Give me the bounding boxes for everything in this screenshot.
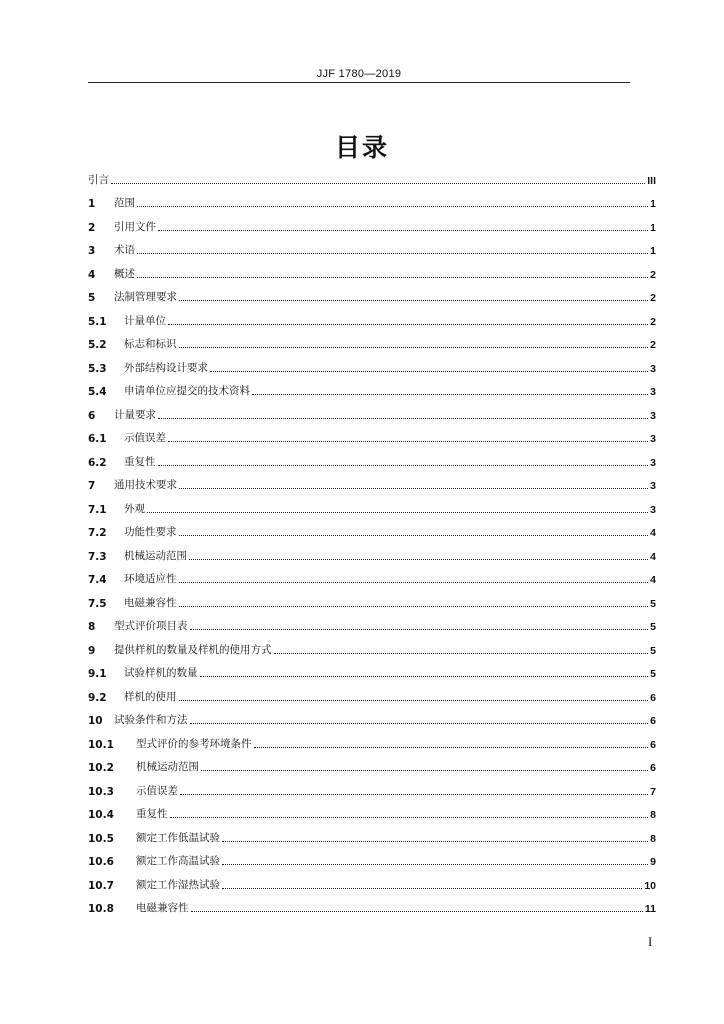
toc-entry[interactable] bbox=[88, 257, 656, 281]
toc-entry-page: III bbox=[647, 174, 656, 187]
toc-entry-page: 6 bbox=[650, 762, 656, 774]
page-title: 目录 bbox=[334, 133, 389, 162]
toc-entry-number: 10.1 bbox=[88, 738, 114, 751]
toc-entry-number: 10.7 bbox=[88, 879, 114, 892]
toc-entry-label: 额定工作湿热试验 bbox=[136, 878, 220, 891]
toc-entry-page: 10 bbox=[644, 879, 656, 892]
dot-leader bbox=[170, 817, 649, 818]
dot-leader bbox=[147, 512, 648, 513]
toc-entry-label: 电磁兼容性 bbox=[136, 902, 189, 914]
toc-entry-label: 额定工作低温试验 bbox=[136, 831, 220, 844]
toc-entry-number: 10.6 bbox=[88, 856, 114, 868]
toc-entry[interactable] bbox=[88, 563, 656, 587]
toc-entry[interactable] bbox=[88, 727, 656, 751]
toc-entry-number: 5.3 bbox=[88, 362, 107, 375]
dot-leader bbox=[200, 676, 649, 677]
toc-entry[interactable] bbox=[88, 774, 656, 798]
toc-entry-label: 样机的使用 bbox=[124, 690, 177, 703]
toc-entry-label: 机械运动范围 bbox=[136, 761, 199, 773]
toc-entry-page: 5 bbox=[650, 644, 656, 657]
dot-leader bbox=[191, 911, 643, 912]
toc-entry-label: 环境适应性 bbox=[124, 573, 177, 585]
toc-entry-label: 重复性 bbox=[136, 808, 168, 820]
dot-leader bbox=[201, 770, 648, 771]
toc-entry-page: 3 bbox=[650, 503, 656, 516]
toc-entry-number: 10.5 bbox=[88, 832, 114, 845]
dot-leader bbox=[222, 841, 648, 842]
toc-entry-label: 型式评价项目表 bbox=[114, 620, 188, 632]
toc-entry[interactable] bbox=[88, 304, 656, 328]
toc-entry-label: 申请单位应提交的技术资料 bbox=[124, 385, 250, 397]
toc-entry[interactable] bbox=[88, 375, 656, 399]
toc-entry-number: 10.8 bbox=[88, 903, 114, 915]
toc-entry-number: 7 bbox=[88, 480, 96, 492]
toc-entry-page: 1 bbox=[650, 245, 656, 257]
toc-entry[interactable] bbox=[88, 469, 656, 493]
toc-entry-label: 提供样机的数量及样机的使用方式 bbox=[114, 643, 272, 656]
toc-entry-label: 示值误差 bbox=[136, 784, 178, 797]
toc-entry[interactable] bbox=[88, 351, 656, 375]
toc-entry-number: 7.2 bbox=[88, 527, 107, 539]
dot-leader bbox=[222, 864, 648, 865]
toc-entry-label: 试验条件和方法 bbox=[114, 714, 188, 726]
toc-entry-page: 1 bbox=[650, 198, 656, 210]
toc-entry-number: 5.2 bbox=[88, 339, 107, 351]
dot-leader bbox=[179, 582, 649, 583]
toc-entry[interactable] bbox=[88, 845, 656, 869]
toc-entry-label: 引言 bbox=[88, 173, 109, 186]
toc-entry-label: 引用文件 bbox=[114, 220, 156, 233]
toc-entry-label: 重复性 bbox=[124, 455, 156, 468]
toc-entry-page: 4 bbox=[650, 574, 656, 586]
table-of-contents bbox=[88, 163, 656, 915]
toc-entry-page: 6 bbox=[650, 691, 656, 704]
toc-entry-label: 计量单位 bbox=[124, 314, 166, 327]
toc-entry-page: 3 bbox=[650, 362, 656, 375]
toc-entry-page: 3 bbox=[650, 409, 656, 422]
dot-leader bbox=[168, 441, 648, 442]
toc-entry-label: 法制管理要求 bbox=[114, 291, 177, 303]
toc-entry-number: 6.1 bbox=[88, 433, 107, 445]
dot-leader bbox=[179, 347, 649, 348]
toc-entry-number: 1 bbox=[88, 198, 96, 210]
toc-entry-page: 2 bbox=[650, 292, 656, 304]
toc-entry[interactable] bbox=[88, 539, 656, 563]
toc-entry-page: 7 bbox=[650, 785, 656, 798]
dot-leader bbox=[111, 183, 645, 184]
toc-entry[interactable] bbox=[88, 516, 656, 540]
toc-entry-page: 2 bbox=[650, 339, 656, 351]
toc-entry-page: 6 bbox=[650, 715, 656, 727]
toc-entry-number: 5.1 bbox=[88, 315, 107, 328]
toc-entry[interactable] bbox=[88, 657, 656, 681]
toc-entry-number: 4 bbox=[88, 268, 96, 281]
toc-entry-number: 2 bbox=[88, 221, 96, 234]
toc-entry[interactable] bbox=[88, 821, 656, 845]
toc-entry-page: 11 bbox=[644, 903, 656, 915]
dot-leader bbox=[158, 465, 649, 466]
toc-entry-number: 9.1 bbox=[88, 668, 107, 680]
toc-entry-number: 8 bbox=[88, 621, 96, 633]
dot-leader bbox=[137, 277, 648, 278]
toc-entry-label: 型式评价的参考环境条件 bbox=[136, 737, 252, 750]
dot-leader bbox=[210, 371, 648, 372]
toc-entry[interactable] bbox=[88, 610, 656, 634]
toc-entry-page: 2 bbox=[650, 268, 656, 281]
dot-leader bbox=[254, 747, 649, 748]
running-header: JJF 1780—2019 bbox=[316, 68, 402, 80]
header-divider bbox=[88, 82, 630, 83]
toc-entry[interactable] bbox=[88, 445, 656, 469]
dot-leader bbox=[179, 535, 649, 536]
dot-leader bbox=[189, 559, 648, 560]
toc-entry-number: 7.3 bbox=[88, 550, 107, 563]
dot-leader bbox=[158, 230, 648, 231]
toc-entry[interactable] bbox=[88, 210, 656, 234]
dot-leader bbox=[158, 418, 648, 419]
toc-entry-number: 9.2 bbox=[88, 691, 107, 704]
toc-entry-label: 外部结构设计要求 bbox=[124, 361, 208, 374]
toc-entry[interactable] bbox=[88, 892, 656, 916]
toc-entry-number: 10 bbox=[88, 715, 103, 727]
toc-entry-page: 8 bbox=[650, 809, 656, 821]
toc-entry-number: 10.3 bbox=[88, 785, 114, 798]
toc-entry-page: 6 bbox=[650, 738, 656, 751]
toc-entry-label: 试验样机的数量 bbox=[124, 667, 198, 679]
toc-entry[interactable] bbox=[88, 234, 656, 258]
dot-leader bbox=[137, 253, 648, 254]
toc-entry[interactable] bbox=[88, 281, 656, 305]
toc-entry-page: 4 bbox=[650, 527, 656, 539]
dot-leader bbox=[179, 488, 648, 489]
toc-entry-page: 8 bbox=[650, 832, 656, 845]
toc-entry[interactable] bbox=[88, 680, 656, 704]
toc-entry[interactable] bbox=[88, 868, 656, 892]
toc-entry-number: 10.2 bbox=[88, 762, 114, 774]
toc-entry[interactable] bbox=[88, 398, 656, 422]
toc-entry-number: 7.1 bbox=[88, 503, 107, 516]
toc-entry[interactable] bbox=[88, 422, 656, 446]
toc-entry-number: 10.4 bbox=[88, 809, 114, 821]
toc-entry[interactable] bbox=[88, 751, 656, 775]
dot-leader bbox=[252, 394, 648, 395]
toc-entry-page: 5 bbox=[650, 621, 656, 633]
dot-leader bbox=[179, 700, 649, 701]
dot-leader bbox=[168, 324, 648, 325]
dot-leader bbox=[190, 723, 649, 724]
toc-entry-label: 机械运动范围 bbox=[124, 549, 187, 562]
dot-leader bbox=[222, 888, 642, 889]
toc-entry[interactable] bbox=[88, 586, 656, 610]
toc-entry-number: 6 bbox=[88, 409, 96, 422]
toc-entry-page: 3 bbox=[650, 480, 656, 492]
toc-entry-label: 标志和标识 bbox=[124, 338, 177, 350]
toc-entry-page: 3 bbox=[650, 433, 656, 445]
toc-entry-label: 额定工作高温试验 bbox=[136, 855, 220, 867]
toc-entry[interactable] bbox=[88, 328, 656, 352]
dot-leader bbox=[274, 653, 649, 654]
toc-entry-number: 7.4 bbox=[88, 574, 107, 586]
dot-leader bbox=[180, 794, 648, 795]
toc-entry-page: 3 bbox=[650, 456, 656, 469]
toc-entry-number: 6.2 bbox=[88, 456, 107, 469]
toc-entry[interactable] bbox=[88, 492, 656, 516]
toc-entry-number: 5.4 bbox=[88, 386, 107, 398]
toc-entry-label: 功能性要求 bbox=[124, 526, 177, 538]
toc-entry-number: 3 bbox=[88, 245, 96, 257]
dot-leader bbox=[190, 629, 649, 630]
toc-entry-page: 5 bbox=[650, 668, 656, 680]
page-number: I bbox=[648, 934, 653, 949]
toc-entry-label: 通用技术要求 bbox=[114, 479, 177, 491]
toc-entry-label: 示值误差 bbox=[124, 432, 166, 444]
toc-entry[interactable] bbox=[88, 798, 656, 822]
toc-entry-label: 电磁兼容性 bbox=[124, 596, 177, 609]
toc-entry-page: 1 bbox=[650, 221, 656, 234]
toc-entry-page: 9 bbox=[650, 856, 656, 868]
toc-entry-number: 9 bbox=[88, 644, 96, 657]
toc-entry-label: 外观 bbox=[124, 502, 145, 515]
toc-entry-page: 5 bbox=[650, 597, 656, 610]
dot-leader bbox=[179, 606, 649, 607]
toc-entry[interactable] bbox=[88, 633, 656, 657]
toc-entry-label: 计量要求 bbox=[114, 408, 156, 421]
toc-entry-label: 范围 bbox=[114, 197, 135, 209]
toc-entry[interactable] bbox=[88, 163, 656, 187]
toc-entry-label: 概述 bbox=[114, 267, 135, 280]
toc-entry[interactable] bbox=[88, 187, 656, 211]
toc-entry-page: 4 bbox=[650, 550, 656, 563]
dot-leader bbox=[137, 206, 648, 207]
toc-entry-number: 7.5 bbox=[88, 597, 107, 610]
toc-entry-page: 3 bbox=[650, 386, 656, 398]
toc-entry[interactable] bbox=[88, 704, 656, 728]
toc-entry-page: 2 bbox=[650, 315, 656, 328]
dot-leader bbox=[179, 300, 648, 301]
toc-entry-label: 术语 bbox=[114, 244, 135, 256]
toc-entry-number: 5 bbox=[88, 292, 96, 304]
